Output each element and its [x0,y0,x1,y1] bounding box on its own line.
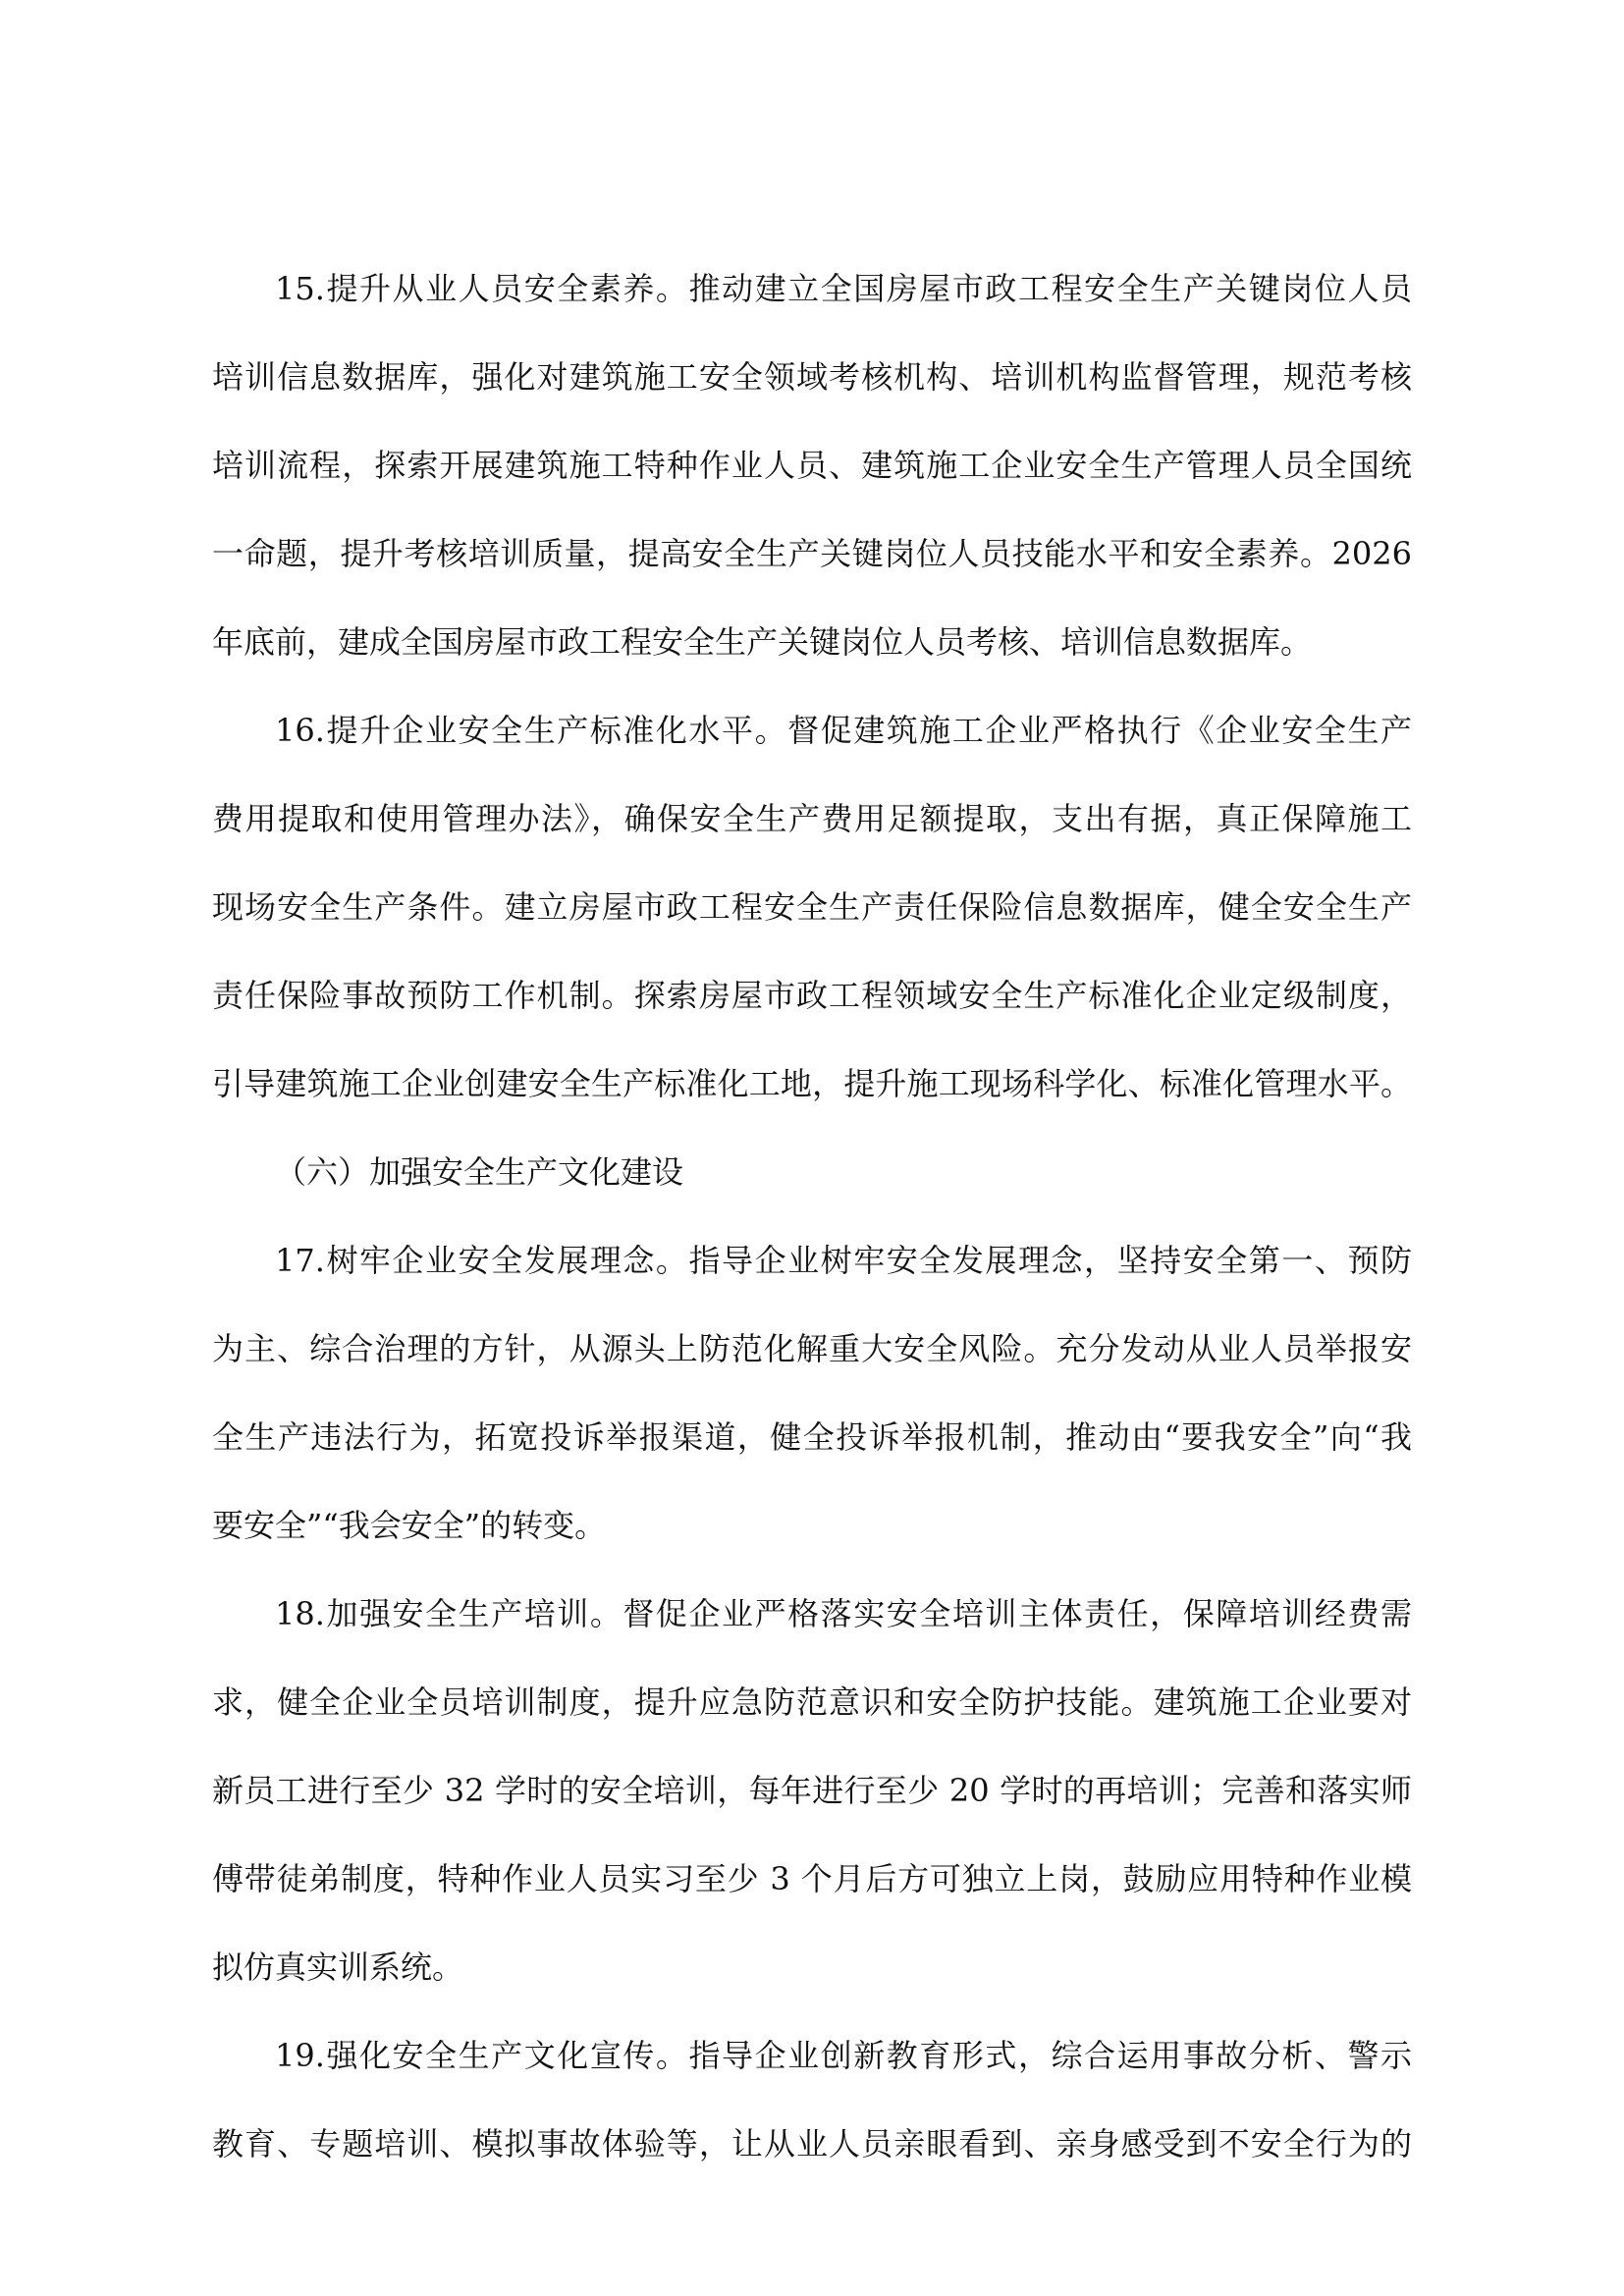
text-line: 一命题，提升考核培训质量，提高安全生产关键岗位人员技能水平和安全素养。2026 [212,535,1412,572]
text-line: 求，健全企业全员培训制度，提升应急防范意识和安全防护技能。建筑施工企业要对 [212,1683,1412,1721]
text-line: 全生产违法行为，拓宽投诉举报渠道，健全投诉举报机制，推动由“要我安全”向“我 [212,1418,1412,1456]
text-line: 要安全”“我会安全”的转变。 [212,1507,607,1544]
text-line: 15.提升从业人员安全素养。推动建立全国房屋市政工程安全生产关键岗位人员 [275,270,1412,307]
text-line: 19.强化安全生产文化宣传。指导企业创新教育形式，综合运用事故分析、警示 [275,2037,1412,2074]
text-line: 17.树牢企业安全发展理念。指导企业树牢安全发展理念，坚持安全第一、预防 [275,1242,1412,1279]
text-line: 现场安全生产条件。建立房屋市政工程安全生产责任保险信息数据库，健全安全生产 [212,888,1412,926]
text-line: 责任保险事故预防工作机制。探索房屋市政工程领域安全生产标准化企业定级制度， [212,977,1412,1014]
text-line: 年底前，建成全国房屋市政工程安全生产关键岗位人员考核、培训信息数据库。 [212,623,1313,661]
text-line: 教育、专题培训、模拟事故体验等，让从业人员亲眼看到、亲身感受到不安全行为的 [212,2125,1412,2163]
text-line: 新员工进行至少 32 学时的安全培训，每年进行至少 20 学时的再培训；完善和落实师 [212,1772,1412,1809]
text-line: 为主、综合治理的方针，从源头上防范化解重大安全风险。充分发动从业人员举报安 [212,1330,1412,1367]
text-line: 16.提升企业安全生产标准化水平。督促建筑施工企业严格执行《企业安全生产 [275,712,1412,749]
text-line: 培训信息数据库，强化对建筑施工安全领域考核机构、培训机构监督管理，规范考核 [212,358,1412,396]
text-line: 拟仿真实训系统。 [212,1949,464,1986]
text-line: 傅带徒弟制度，特种作业人员实习至少 3 个月后方可独立上岗，鼓励应用特种作业模 [212,1860,1412,1897]
text-line: 培训流程，探索开展建筑施工特种作业人员、建筑施工企业安全生产管理人员全国统 [212,447,1412,484]
text-line: 18.加强安全生产培训。督促企业严格落实安全培训主体责任，保障培训经费需 [275,1595,1412,1632]
text-line: 引导建筑施工企业创建安全生产标准化工地，提升施工现场科学化、标准化管理水平。 [212,1065,1412,1102]
section-heading: （六）加强安全生产文化建设 [275,1153,684,1191]
text-line: 费用提取和使用管理办法》，确保安全生产费用足额提取，支出有据，真正保障施工 [212,800,1412,837]
